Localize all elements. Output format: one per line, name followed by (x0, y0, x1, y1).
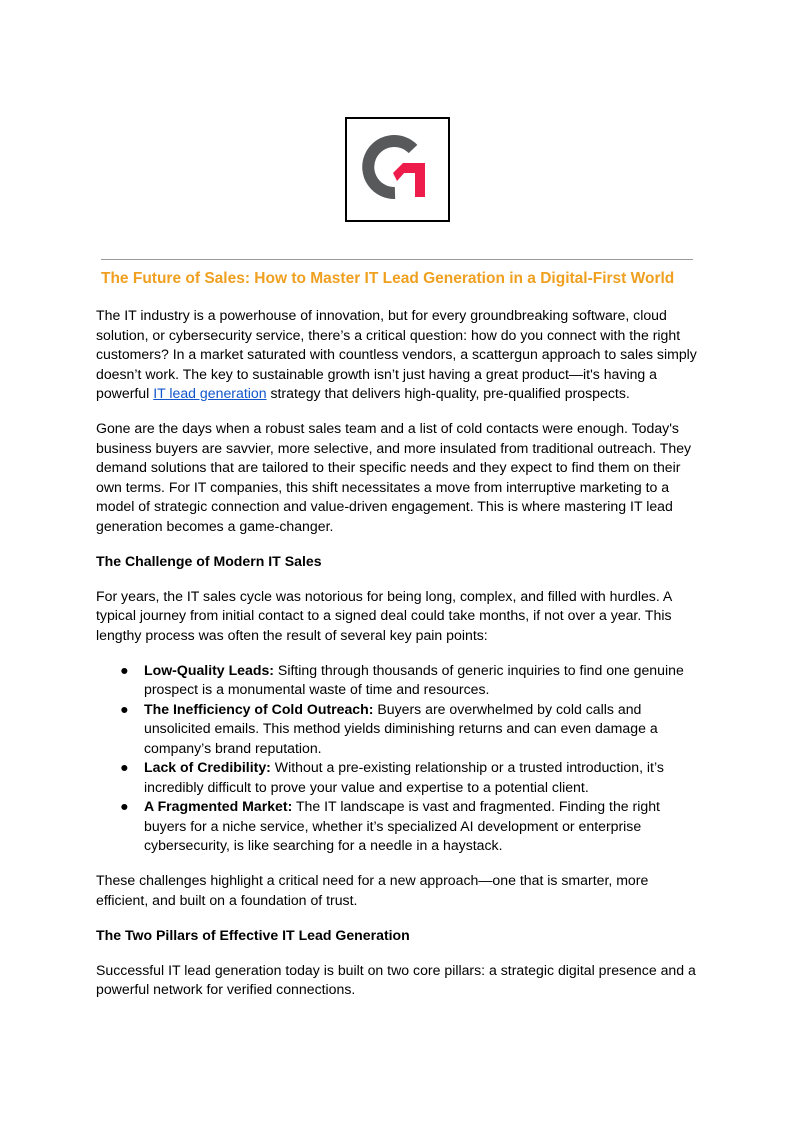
intro-paragraph (96, 306, 701, 404)
list-item-label: Lack of Credibility: (144, 759, 271, 775)
list-item (96, 758, 701, 797)
pain-points-list (96, 661, 701, 856)
heading-two-pillars: The Two Pillars of Effective IT Lead Generation (96, 926, 410, 943)
list-item (96, 661, 701, 700)
intro-text-before-link: The IT industry is a powerhouse of innovation, but for every groundbreaking software, cloud solution, or cybersecurity service, there’s a critical question: how do you connect with the right customers? In a market saturated with countless vendors, a scattergun approach to sales simply doesn’t work. The key to sustainable growth isn’t just having a great product—it's having a powerful (96, 307, 697, 401)
list-item-text: The IT landscape is vast and fragmented. Finding the right buyers for a niche service, whether it’s specialized AI development or enterprise cybersecurity, is like searching for a needle in a haystack. (144, 798, 660, 853)
bullet-icon: ● (120, 798, 129, 814)
list-item (96, 700, 701, 759)
paragraph-2: Gone are the days when a robust sales team and a list of cold contacts were enough. Today's business buyers are savvier, more selective, and more insulated from traditional outreach. They demand solutions that are tailored to their specific needs and they expect to find them on their own terms. For IT companies, this shift necessitates a move from interruptive marketing to a model of strategic connection and value-driven engagement. This is where mastering IT lead generation becomes a game-changer. (96, 420, 692, 534)
it-lead-generation-link[interactable]: IT lead generation (153, 385, 267, 401)
horizontal-divider (101, 259, 693, 260)
g-arrow-logo-icon (347, 119, 448, 220)
list-item (96, 797, 701, 856)
list-item-label: Low-Quality Leads: (144, 661, 274, 678)
list-item-text: Sifting through thousands of generic inquiries to find one genuine prospect is a monumental waste of time and resources. (144, 661, 684, 697)
intro-text-after-link: strategy that delivers high-quality, pre-qualified prospects. (266, 385, 630, 401)
paragraph-4: These challenges highlight a critical need for a new approach—one that is smarter, more efficient, and built on a foundation of trust. (96, 872, 649, 908)
bullet-icon: ● (120, 759, 129, 775)
heading-challenge: The Challenge of Modern IT Sales (96, 552, 322, 569)
paragraph-3: For years, the IT sales cycle was notorious for being long, complex, and filled with hurdles. A typical journey from initial contact to a signed deal could take months, if not over a year. This lengthy process was often the result of several key pain points: (96, 587, 672, 643)
list-item-label: The Inefficiency of Cold Outreach: (144, 700, 374, 717)
bullet-icon: ● (120, 700, 129, 717)
list-item-text: Buyers are overwhelmed by cold calls and unsolicited emails. This method yields diminishing returns and can even damage a company’s brand reputation. (144, 700, 658, 756)
company-logo (345, 117, 450, 222)
list-item-label: A Fragmented Market: (144, 798, 293, 814)
paragraph-5: Successful IT lead generation today is built on two core pillars: a strategic digital presence and a powerful network for verified connections. (96, 961, 696, 997)
list-item-text: Without a pre-existing relationship or a trusted introduction, it’s incredibly difficult to prove your value and expertise to a potential client. (144, 759, 664, 795)
article-body (96, 306, 701, 1015)
article-title: The Future of Sales: How to Master IT Lead Generation in a Digital-First World (101, 270, 675, 287)
bullet-icon: ● (120, 661, 129, 678)
